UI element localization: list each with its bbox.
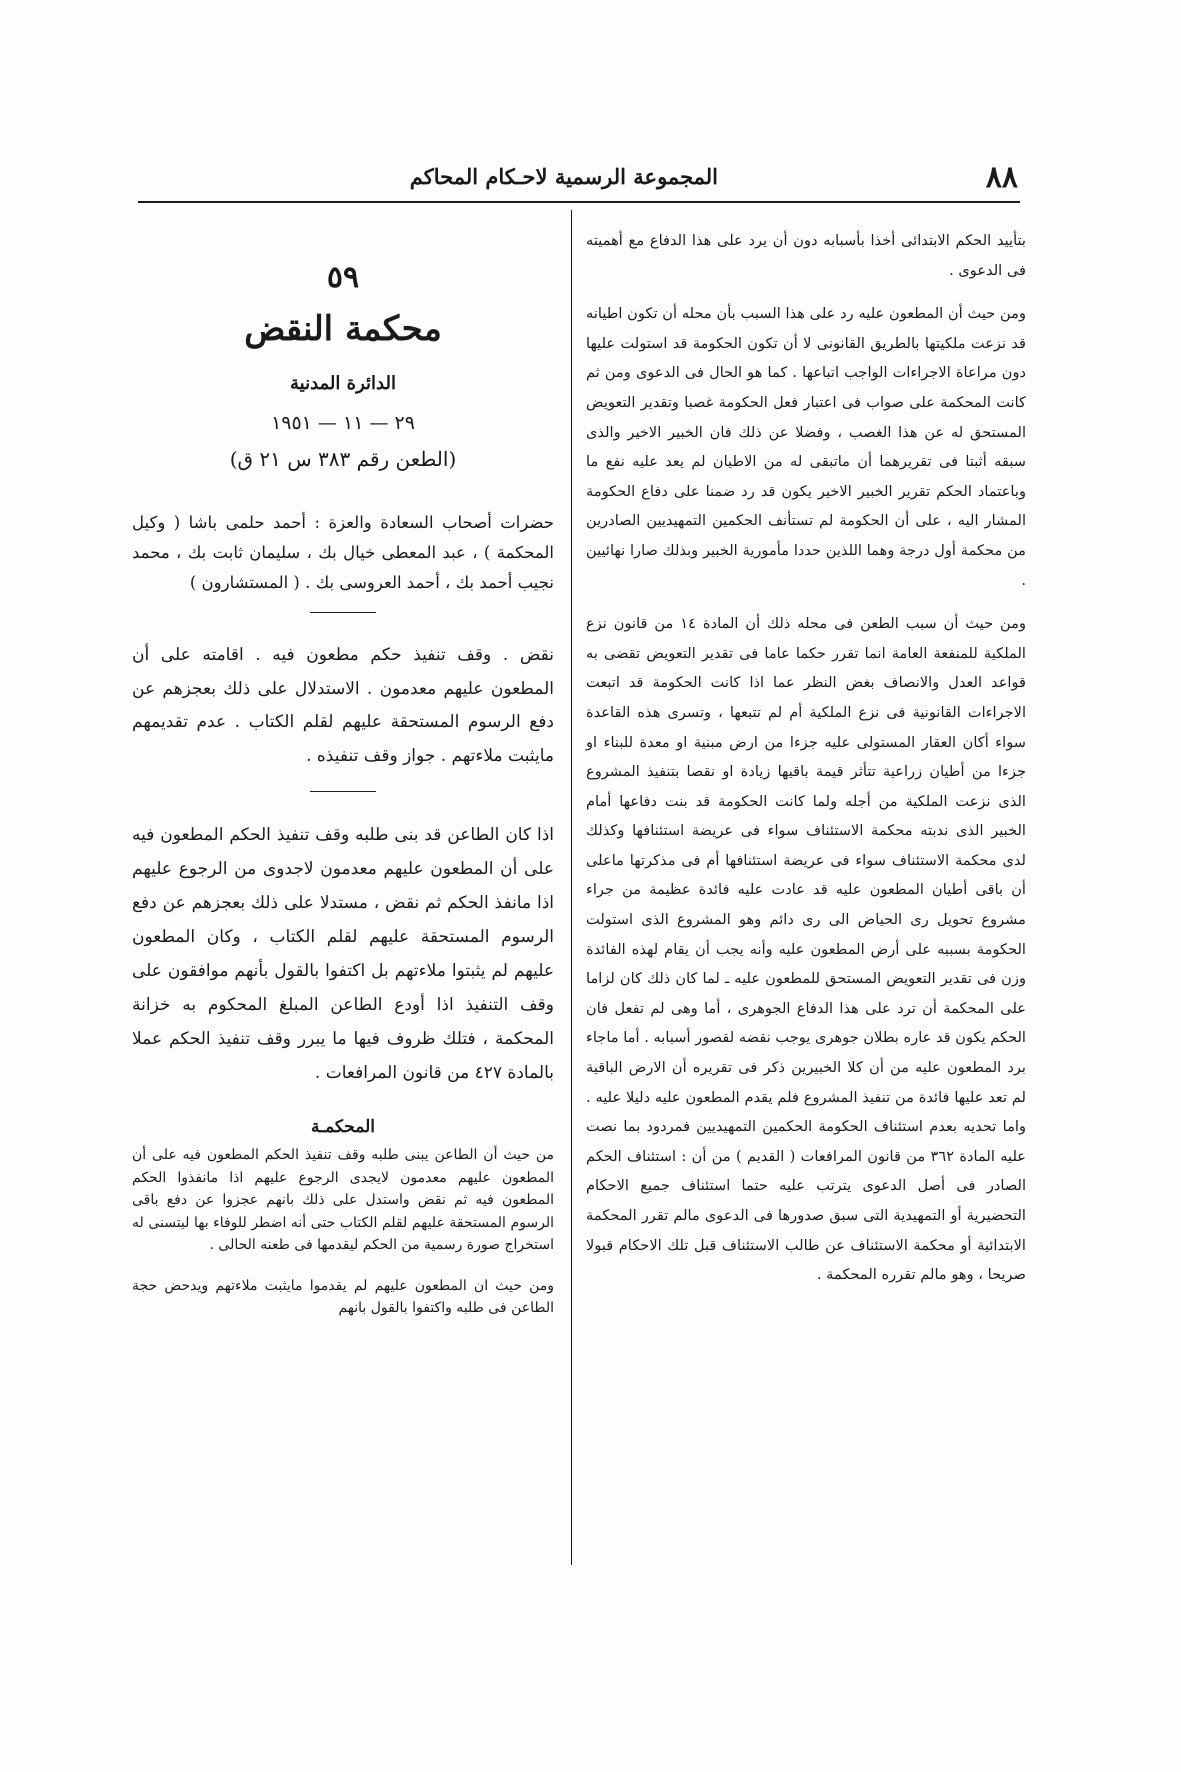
right-paragraph-1: بتأييد الحكم الابتدائى أخذا بأسبابه دون أن يرد على هذا الدفاع مع أهميته فى الدعوى .	[586, 232, 1026, 279]
legal-principle: اذا كان الطاعن قد بنى طلبه وقف تنفيذ الحكم المطعون فيه على أن المطعون عليهم معدمون لاجدوى من الرجوع عليهم اذا مانفذ الحكم ثم نقض ، مستدلا على ذلك بعجزهم عن دفع الرسوم المستحقة عليهم لقلم الكتاب ، وكان المطعون عليهم لم يثبتوا ملاءتهم بل اكتفوا بالقول بأنهم موافقون على وقف التنفيذ اذا أودع الطاعن المبلغ المحكوم به خزانة المحكمة ، فتلك ظروف فيها ما يبرر وقف تنفيذ الحكم عملا بالمادة ٤٢٧ من قانون المرافعات .	[132, 825, 554, 1083]
journal-title: المجموعة الرسمية لاحـكام المحاكم	[409, 164, 718, 189]
column-divider	[571, 210, 572, 1565]
running-head	[138, 160, 1018, 206]
section-divider	[310, 612, 376, 613]
right-paragraph-3: ومن حيث أن سبب الطعن فى محله ذلك أن المادة ١٤ من قانون نزع الملكية للمنفعة العامة انما تقرر حكما عاما فى تقدير التعويض تقضى به قواعد العدل والانصاف بغض النظر عما اذا كانت الحكومة قد اتبعت الاجراءات القانونية فى نزع الملكية أم لم تتبعها ، وتسرى هذه القاعدة سواء أكان العقار المستولى عليه جزءا من ارض مبنية او معدة للبناء او جزءا من أطيان زراعية تتأثر قيمة باقيها زيادة او نقصا بتنفيذ المشروع الذى نزعت الملكية من أجله ولما كانت الحكومة قد بنت دفاعها أمام الخبير الذى ندبته محكمة الاستئناف سواء فى عريضة استئنافها وكذلك لدى محكمة الاستئناف سواء فى عريضة استئنافها أم فى مذكرتها ماعلى أن باقى أطيان المطعون عليه قد عادت عليه فائدة عظيمة من جراء مشروع تحويل رى الحياض الى رى دائم وهو المشروع الذى استولت الحكومة بسببه على أرض المطعون عليه وأنه يجب أن يقام لهذه الفائدة وزن فى تقدير التعويض المستحق للمطعون عليه ـ لما كان ذلك كان لزاما على المحكمة أن ترد على هذا الدفاع الجوهرى ، أما وهى لم تفعل فان الحكم يكون قد عاره بطلان جوهرى يوجب نقضه لقصور أسبابه . أما ماجاء برد المطعون عليه من أن كلا الخبيرين ذكر فى تقريره أن الارض الباقية لم تعد عليها فائدة من تنفيذ المشروع فلم يقدم المطعون عليه دليلا عليه . واما تحديه بعدم استئناف الحكومة الحكمين التمهيديين فمردود بما نصت عليه المادة ٣٦٢ من قانون المرافعات ( القديم ) من أن : استئناف الحكم الصادر فى أصل الدعوى يترتب عليه حتما استئناف جميع الاحكام التحضيرية أو التمهيدية التى سبق صدورها فى الدعوى مالم تقرر المحكمة الابتدائية أو محكمة الاستئناف عن طالب الاستئناف قبل تلك الاحكام قبولا صريحا ، وهو مالم تقرره المحكمة .	[586, 615, 1027, 1284]
court-name: محكمة النقض	[244, 309, 442, 349]
appeal-reference: (الطعن رقم ٣٨٣ س ٢١ ق)	[229, 447, 457, 471]
left-column	[132, 258, 554, 1338]
section-divider	[310, 791, 376, 792]
court-circuit: الدائرة المدنية	[289, 373, 396, 394]
judges-panel: حضرات أصحاب السعادة والعزة : أحمد حلمى باشا ( وكيل المحكمة ) ، عبد المعطى خيال بك ، سليمان ثابت بك ، محمد نجيب أحمد بك ، أحمد العروسى بك . ( المستشارون )	[132, 513, 554, 592]
case-number: ٥٩	[326, 260, 360, 295]
case-summary: نقض . وقف تنفيذ حكم مطعون فيه . اقامته على أن المطعون عليهم معدمون . الاستدلال على ذلك بعجزهم عن دفع الرسوم المستحقة عليهم لقلم الكتاب . عدم تقديمهم مايثبت ملاءتهم . جواز وقف تنفيذه .	[132, 645, 554, 766]
right-column	[586, 226, 1026, 1304]
right-paragraph-2: ومن حيث أن المطعون عليه رد على هذا السبب بأن محله أن تكون اطيانه قد نزعت ملكيتها بالطريق القانونى لا أن تكون الحكومة قد استولت عليها دون مراعاة الاجراءات الواجب اتباعها . كما هو الحال فى الدعوى ومن ثم كانت المحكمة على صواب فى اعتبار فعل الحكومة غصبا وتقدير التعويض المستحق له عن هذا الغصب ، وفضلا عن ذلك فان الخبير الاخير والذى سبقه أثبتا فى تقريرهما أن ماتبقى له من الاطيان لم يعد عليه نفع ما وباعتماد الحكم تقرير الخبير الاخير يكون قد رد ضمنا على دفاع الحكومة المشار اليه ، على أن الحكومة لم تستأنف الحكمين التمهيديين الصادرين من محكمة أول درجة وهما اللذين حددا مأمورية الخبير وبذلك صارا نهائيين .	[586, 305, 1026, 589]
header-rule	[138, 201, 1020, 203]
case-date: ٢٩ — ١١ — ١٩٥١	[271, 412, 415, 434]
page-number: ٨٨	[985, 160, 1018, 195]
court-paragraph-2: ومن حيث ان المطعون عليهم لم يقدموا مايثبت ملاءتهم ويدحض حجة الطاعن فى طلبه واكتفوا بالقول بانهم	[132, 1277, 554, 1316]
court-section-heading: المحكمـة	[310, 1117, 375, 1137]
court-paragraph-1: من حيث أن الطاعن يبنى طلبه وقف تنفيذ الحكم المطعون فيه على أن المطعون عليهم معدمون لايجدى الرجوع عليهم اذا مانفذوا الحكم المطعون فيه ثم نقض واستدل على ذلك بانهم عجزوا عن دفع باقى الرسوم المستحقة عليهم لقلم الكتاب حتى أنه اضطر للوفاء بها ليتسنى له استخراج صورة رسمية من الحكم ليقدمها فى طعنه الحالى .	[132, 1147, 554, 1253]
